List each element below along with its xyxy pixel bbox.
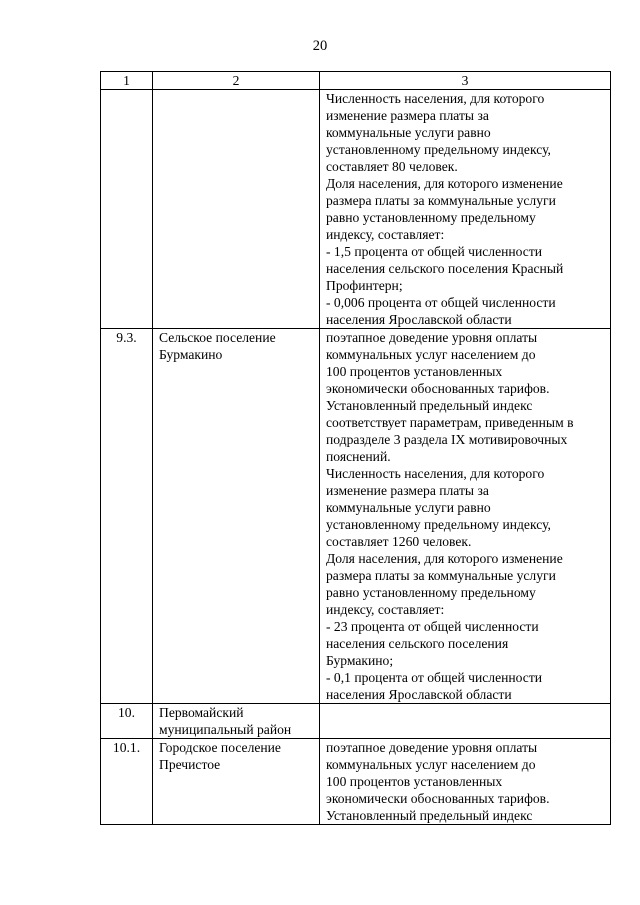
row-number: 10.1. <box>101 739 153 825</box>
row-description: Численность населения, для которого изменение размера платы за коммунальные услуги равно установленному предельному индексу, составляет 80 человек. Доля населения, для которого изменение размера платы за коммунальные услуги равно установленному предельному индексу, составляет: - 1,5 процента от общей численности населения сельского поселения Красный Профинтерн; - 0,006 процента от общей численности населения Ярославской области <box>320 90 611 329</box>
table-row <box>101 739 611 825</box>
column-header-2: 2 <box>153 72 320 90</box>
document-table <box>100 71 611 825</box>
row-name: Первомайский муниципальный район <box>153 704 320 739</box>
row-number <box>101 90 153 329</box>
table-row <box>101 704 611 739</box>
page-number: 20 <box>312 38 328 54</box>
row-description: поэтапное доведение уровня оплаты коммунальных услуг населением до 100 процентов установленных экономически обоснованных тарифов. Установленный предельный индекс <box>320 739 611 825</box>
row-description <box>320 704 611 739</box>
row-name: Сельское поселение Бурмакино <box>153 329 320 704</box>
row-name <box>153 90 320 329</box>
table-header-row <box>101 72 611 90</box>
column-header-1: 1 <box>101 72 153 90</box>
row-number: 9.3. <box>101 329 153 704</box>
table-row <box>101 90 611 329</box>
row-number: 10. <box>101 704 153 739</box>
row-name: Городское поселение Пречистое <box>153 739 320 825</box>
row-description: поэтапное доведение уровня оплаты коммунальных услуг населением до 100 процентов установленных экономически обоснованных тарифов. Установленный предельный индекс соответствует параметрам, приведенным в подразделе 3 раздела IX мотивировочных пояснений. Численность населения, для которого изменение размера платы за коммунальные услуги равно установленному предельному индексу, составляет 1260 человек. Доля населения, для которого изменение размера платы за коммунальные услуги равно установленному предельному индексу, составляет: - 23 процента от общей численности населения сельского поселения Бурмакино; - 0,1 процента от общей численности населения Ярославской области <box>320 329 611 704</box>
table-row <box>101 329 611 704</box>
column-header-3: 3 <box>320 72 611 90</box>
